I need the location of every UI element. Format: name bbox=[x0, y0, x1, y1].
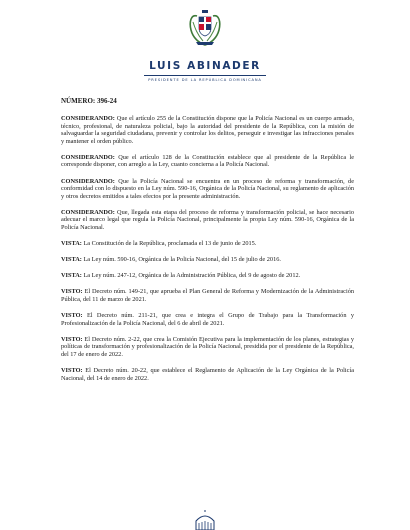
decree-paragraph bbox=[61, 312, 354, 327]
paragraph-text: El Decreto núm. 20-22, que establece el Reglamento de Aplicación de la Ley Orgánica de la Policía Nacional, del 14 de enero de 2022. bbox=[61, 367, 354, 382]
president-name: LUIS ABINADER bbox=[149, 60, 261, 72]
paragraph-label: VISTO: bbox=[61, 312, 83, 320]
decree-paragraph bbox=[61, 336, 354, 359]
header-divider bbox=[144, 75, 266, 76]
decree-paragraph bbox=[61, 367, 354, 382]
decree-paragraph bbox=[61, 272, 354, 280]
paragraph-label: CONSIDERANDO: bbox=[61, 208, 115, 216]
decree-number: NÚMERO: 396-24 bbox=[61, 97, 117, 105]
decree-body bbox=[61, 97, 354, 391]
decree-paragraph bbox=[61, 115, 354, 145]
paragraph-text: Que, llegada esta etapa del proceso de reforma y transformación policial, se hace necesario adecuar el marco legal que regula la Policía Nacional, principalmente la propia Ley núm. 590-16, Orgánica de la Policía Nacional. bbox=[61, 208, 354, 232]
paragraph-text: Que el artículo 128 de la Constitución establece que al presidente de la República le corresponde disponer, con arreglo a la Ley, cuanto concierna a la Policía Nacional. bbox=[61, 153, 354, 169]
decree-paragraph bbox=[61, 178, 354, 201]
paragraph-list bbox=[61, 115, 354, 382]
paragraph-label: VISTO: bbox=[61, 367, 83, 375]
decree-paragraph bbox=[61, 288, 354, 303]
paragraph-text: El Decreto núm. 2-22, que crea la Comisión Ejecutiva para la implementación de los planes, estrategias y políticas de transformación y profesionalización de la Policía Nacional, presidida por el presidente de la República, del 17 de enero de 2022. bbox=[61, 335, 354, 358]
paragraph-text: Que la Policía Nacional se encuentra en un proceso de reforma y transformación, de conformidad con lo dispuesto en la Ley núm. 590-16, Orgánica de la Policía Nacional, su reglamento de aplicación y otros decretos emitidos a tales efectos por la presente administración. bbox=[61, 177, 354, 200]
paragraph-label: CONSIDERANDO: bbox=[61, 115, 115, 122]
paragraph-text: El Decreto núm. 149-21, que aprueba el Plan General de Reforma y Modernización de la Administración Pública, del 11 de marzo de 2021. bbox=[61, 288, 354, 303]
paragraph-label: VISTO: bbox=[61, 288, 83, 296]
decree-paragraph bbox=[61, 256, 354, 264]
decree-paragraph bbox=[61, 209, 354, 232]
paragraph-label: VISTA: bbox=[61, 240, 82, 248]
paragraph-label: CONSIDERANDO: bbox=[61, 177, 115, 185]
decree-paragraph bbox=[61, 240, 354, 248]
paragraph-text: El Decreto núm. 211-21, que crea e integra el Grupo de Trabajo para la Transformación y Profesionalización de la Policía Nacional, del 6 de abril de 2021. bbox=[61, 312, 354, 327]
coat-of-arms-icon bbox=[187, 8, 223, 48]
paragraph-label: CONSIDERANDO: bbox=[61, 153, 115, 161]
paragraph-label: VISTA: bbox=[61, 272, 82, 280]
paragraph-text: Que el artículo 255 de la Constitución dispone que la Policía Nacional es un cuerpo armado, técnico, profesional, de naturaleza policial, bajo la autoridad del presidente de la República, con la misión de salvaguardar la seguridad ciudadana, prevenir y controlar los delitos, perseguir e investigar las infracciones penales y mantener el orden público. bbox=[61, 115, 354, 145]
president-title: PRESIDENTE DE LA REPÚBLICA DOMINICANA bbox=[148, 78, 262, 82]
paragraph-text: La Ley núm. 590-16, Orgánica de la Policía Nacional, del 15 de julio de 2016. bbox=[81, 256, 281, 264]
paragraph-label: VISTA: bbox=[61, 256, 82, 264]
letterhead bbox=[0, 8, 410, 82]
palace-emblem-icon bbox=[188, 510, 222, 530]
paragraph-text: La Constitución de la República, proclamada el 13 de junio de 2015. bbox=[81, 240, 257, 248]
decree-paragraph bbox=[61, 154, 354, 169]
paragraph-label: VISTO: bbox=[61, 335, 83, 343]
paragraph-text: La Ley núm. 247-12, Orgánica de la Administración Pública, del 9 de agosto de 2012. bbox=[81, 272, 301, 280]
